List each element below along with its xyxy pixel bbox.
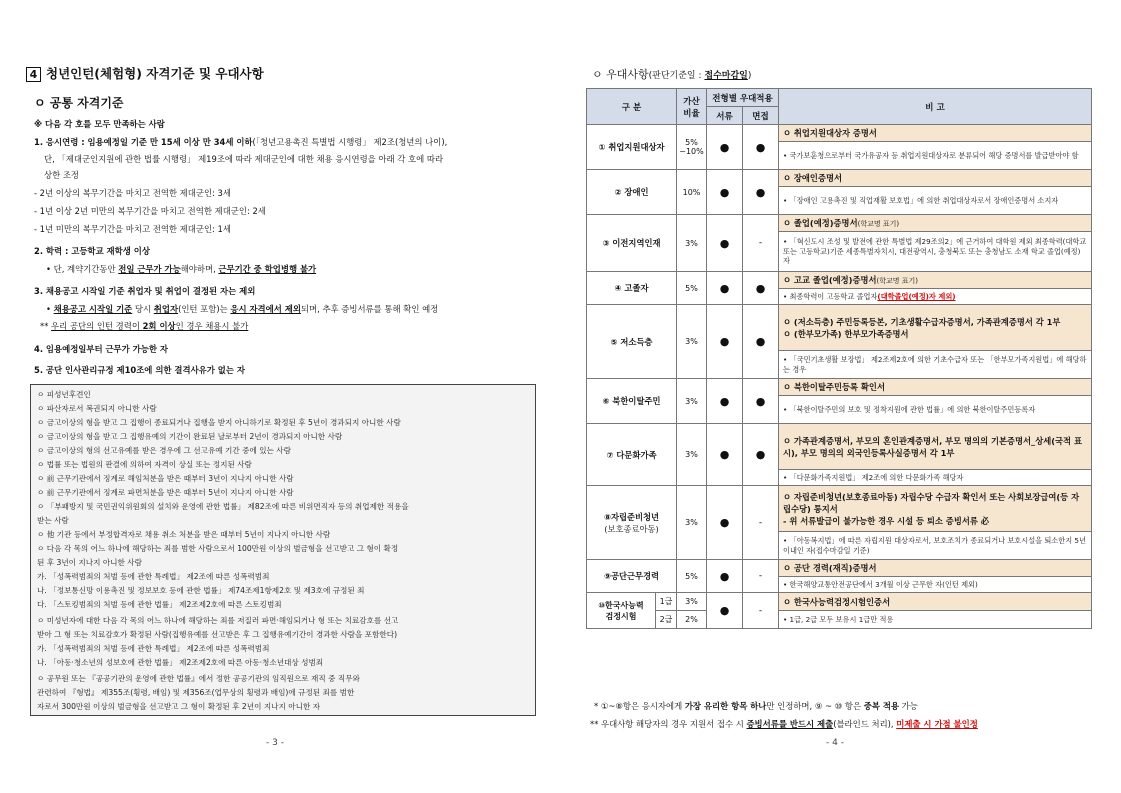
disq-item: ㅇ 법률 또는 법원의 판결에 의하여 자격이 상실 또는 정지된 사람 [37,460,252,469]
doc-mark: ● [707,593,743,629]
disq-item: ㅇ 다음 각 목의 어느 하나에 해당하는 죄를 범한 사람으로서 100만원 이상의 벌금형을 선고받고 그 형이 확정 [37,544,399,553]
disq-item: 자로서 300만원 이상의 벌금형을 선고받고 그 형이 확정된 후 2년이 지나지 아니한 자 [37,702,321,711]
doc-desc: • 「국민기초생활 보장법」 제2조제2호에 의한 기초수급자 또는 「한부모가족지원법」에 해당하는 경우 [779,351,1092,379]
col-interview: 면접 [743,107,779,125]
disq-item: 받아 그 형 또는 치료감호가 확정된 사람(집행유예를 선고받은 후 그 집행유예기간이 경과한 사람을 포함한다) [37,630,398,639]
disq-item: ㅇ 금고이상의 형을 받고 그 집행이 종료되거나 집행을 받지 아니하기로 확정된 후 5년이 경과되지 아니한 사람 [37,418,401,427]
disq-item: 된 후 3년이 지나지 아니한 사람 [37,558,142,567]
doc-mark: ● [707,305,743,379]
disq-item: 다. 「스토킹범죄의 처벌 등에 관한 법률」 제2조제2호에 따른 스토킹범죄 [37,600,282,609]
doc-mark: ● [707,215,743,272]
row-name: ⑧자립준비청년 (보호종료아동) [587,486,677,560]
doc-title: ㅇ 북한이탈주민등록 확인서 [779,379,1092,396]
col-stage: 전형별 우대적용 [707,89,779,107]
req-employment: 3. 채용공고 시작일 기준 취업자 및 취업이 결정된 자는 제외 [34,286,256,296]
preference-table [586,88,1092,629]
interview-mark: ● [743,125,779,170]
doc-mark: ● [707,125,743,170]
section-number: 4 [26,67,41,82]
row-name: ⑤ 저소득층 [587,305,677,379]
page-number: - 4 - [826,738,844,748]
req-age: 1. 응시연령 : 임용예정일 기준 만 15세 이상 만 34세 이하(「청년고용촉진 특별법 시행령」 제2조(청년의 나이), [34,137,448,147]
row-name: ④ 고졸자 [587,272,677,305]
row-rate: 3% [677,305,707,379]
doc-desc: • 「아동복지법」에 따른 자립지원 대상자로서, 보호조치가 종료되거나 보호시설을 퇴소한지 5년 이내인 자(접수마감일 기준) [779,532,1092,560]
intro-line: ※ 다음 각 호를 모두 만족하는 사람 [34,119,165,129]
doc-mark: ● [707,486,743,560]
doc-desc: • 1급, 2급 모두 보유시 1급만 적용 [779,611,1092,629]
left-page [0,0,560,793]
row-rate: 3% [677,424,707,486]
doc-title: ㅇ 장애인증명서 [779,170,1092,187]
req-education: 2. 학력 : 고등학교 재학생 이상 [34,246,150,256]
disq-item: ㅇ 「부패방지 및 국민권익위원회의 설치와 운영에 관한 법률」 제82조에 따른 비위면직자 등의 취업제한 적용을 [37,502,409,511]
disq-item: 나. 「정보통신망 이용촉진 및 정보보호 등에 관한 법률」 제74조제1항제2호 및 제3호에 규정된 죄 [37,586,365,595]
interview-mark: ● [743,305,779,379]
grade-2: 2급 [656,611,677,629]
doc-title: ㅇ 졸업(예정)증명서(학교명 표기) [779,215,1092,232]
interview-mark: - [743,215,779,272]
doc-desc: • 최종학력이 고등학교 졸업자(대학졸업(예정)자 제외) [779,289,1092,305]
req-age-detail-2: 상한 조정 [44,170,80,180]
doc-mark: ● [707,379,743,424]
doc-title: ㅇ 공단 경력(재직)증명서 [779,560,1092,577]
disq-item: ㅇ 파산자로서 복권되지 아니한 사람 [37,404,157,413]
doc-desc: • 「혁신도시 조성 및 발전에 관한 특별법 제29조의2」에 근거하여 대학원 제외 최종학력(대학교 또는 고등학교)기준 세종특별자치시, 대전광역시, 충청북도 또는 충청남도 소재 학교 졸업(예정)자 [779,232,1092,272]
disqualification-box [30,384,536,716]
doc-desc: • 국가보훈청으로부터 국가유공자 등 취업지원대상자로 분류되어 해당 증명서를 발급받아야 함 [779,142,1092,170]
disq-item: 받는 사람 [37,516,69,525]
row-rate: 3% [677,215,707,272]
interview-mark: - [743,486,779,560]
note-2: ** 우대사항 해당자의 경우 지원서 접수 시 증빙서류를 반드시 제출(블라인드 처리), 미제출 시 가점 불인정 [590,719,978,729]
disq-item: 나. 「아동·청소년의 성보호에 관한 법률」 제2조제2호에 따른 아동·청소년대상 성범죄 [37,658,324,667]
doc-mark: ● [707,272,743,305]
right-page [560,0,1121,793]
row-name: ⑦ 다문화가족 [587,424,677,486]
veteran-item: - 1년 이상 2년 미만의 복무기간을 마치고 전역한 제대군인: 2세 [34,206,266,216]
doc-desc: • 「다문화가족지원법」 제2조에 의한 다문화가족 해당자 [779,470,1092,486]
req-employment-detail: • 채용공고 시작일 기준 당시 취업자(인턴 포함)는 응시 자격에서 제외되며, 추후 증빙서류를 통해 확인 예정 [46,304,439,314]
row-name: ⑥ 북한이탈주민 [587,379,677,424]
doc-title: ㅇ (저소득층) 주민등록등본, 기초생활수급자증명서, 가족관계증명서 각 1부 ㅇ (한부모가족) 한부모가족증명서 [779,305,1092,351]
interview-mark: ● [743,379,779,424]
doc-title: ㅇ 고교 졸업(예정)증명서(학교명 표기) [779,272,1092,289]
disq-item: ㅇ 前 근무기관에서 징계로 파면처분을 받은 때부터 5년이 지나지 아니한 사람 [37,488,294,497]
row-rate: 3% [677,593,707,611]
req-intern-limit: ** 우리 공단의 인턴 경력이 2회 이상인 경우 채용시 불가 [40,321,249,331]
col-doc: 서류 [707,107,743,125]
interview-mark: ● [743,424,779,486]
grade-1: 1급 [656,593,677,611]
row-rate: 2% [677,611,707,629]
doc-title: ㅇ 취업지원대상자 증명서 [779,125,1092,142]
preference-header: ㅇ 우대사항(판단기준일 : 접수마감일) [592,68,752,81]
doc-mark: ● [707,424,743,486]
disq-item: 가. 「성폭력범죄의 처벌 등에 관한 특례법」 제2조에 따른 성폭력범죄 [37,644,270,653]
disq-item: ㅇ 금고이상의 형의 선고유예를 받은 경우에 그 선고유예 기간 중에 있는 사람 [37,446,291,455]
row-rate: 5% [677,560,707,593]
disq-item: 관련하여 『형법』 제355조(횡령, 배임) 및 제356조(업무상의 횡령과 배임)에 규정된 죄를 범한 [37,688,355,697]
disq-item: ㅇ 피성년후견인 [37,390,91,399]
doc-mark: ● [707,170,743,215]
disq-item: ㅇ 미성년자에 대한 다음 각 목의 어느 하나에 해당하는 죄를 저질러 파면·해임되거나 형 또는 치료감호를 선고 [37,616,399,625]
doc-desc: • 「북한이탈주민의 보호 및 정착지원에 관한 법률」에 의한 북한이탈주민등록자 [779,396,1092,424]
row-name: ⑩한국사능력 검정시험 1급 2급 [587,593,677,629]
interview-mark: - [743,560,779,593]
doc-title: ㅇ 자립준비청년(보호종료아동) 자립수당 수급자 확인서 또는 사회보장급여(등 자립수당) 통지서 - 위 서류발급이 불가능한 경우 시설 등 퇴소 증빙서류 必 [779,486,1092,532]
row-name: ① 취업지원대상자 [587,125,677,170]
disq-item: ㅇ 금고이상의 형을 받고 그 집행유예의 기간이 완료된 날로부터 2년이 경과되지 아니한 사람 [37,432,343,441]
req-age-detail: 단, 「제대군인지원에 관한 법률 시행령」 제19조에 따라 제대군인에 대한 채용 응시연령을 아래 각 호에 따라 [44,154,444,164]
col-bonus: 가산 비율 [677,89,707,125]
veteran-item: - 2년 이상의 복무기간을 마치고 전역한 제대군인: 3세 [34,188,231,198]
req-no-disqualification: 5. 공단 인사관리규정 제10조에 의한 결격사유가 없는 자 [34,365,245,375]
row-rate: 5% [677,272,707,305]
page-number: - 3 - [266,738,284,748]
row-name: ⑨공단근무경력 [587,560,677,593]
interview-mark: ● [743,170,779,215]
req-start-date: 4. 임용예정일부터 근무가 가능한 자 [34,344,168,354]
interview-mark: - [743,593,779,629]
col-category: 구 분 [587,89,677,125]
row-name: ② 장애인 [587,170,677,215]
disq-item: ㅇ 他 기관 등에서 부정합격자로 채용 취소 처분을 받은 때부터 5년이 지나지 아니한 사람 [37,530,331,539]
row-rate: 10% [677,170,707,215]
doc-title: ㅇ 한국사능력검정시험인증서 [779,593,1092,611]
row-rate: 3% [677,379,707,424]
disq-item: ㅇ 공무원 또는 『공공기관의 운영에 관한 법률』에서 정한 공공기관의 임직원으로 재직 중 직무와 [37,674,360,683]
interview-mark: ● [743,272,779,305]
section-title: 4 청년인턴(체험형) 자격기준 및 우대사항 [26,64,264,82]
doc-mark: ● [707,560,743,593]
doc-desc: • 「장애인 고용촉진 및 직업재활 보호법」에 의한 취업대상자로서 장애인증명서 소지자 [779,187,1092,215]
doc-title: ㅇ 가족관계증명서, 부모의 혼인관계증명서, 부모 명의의 기본증명서_상세(국적 표시), 부모 명의의 외국인등록사실증명서 각 1부 [779,424,1092,470]
req-education-detail: • 단, 계약기간동안 전일 근무가 가능해야하며, 근무기간 중 학업병행 불가 [46,264,317,274]
col-note: 비 고 [779,89,1092,125]
row-name: ③ 이전지역인재 [587,215,677,272]
disq-item: ㅇ 前 근무기관에서 징계로 해임처분을 받은 때부터 3년이 지나지 아니한 사람 [37,474,294,483]
doc-desc: • 한국해양교통안전공단에서 3개월 이상 근무한 자(인턴 제외) [779,577,1092,593]
row-rate: 5% ~10% [677,125,707,170]
common-criteria-title: ㅇ 공통 자격기준 [34,96,124,110]
disq-item: 가. 「성폭력범죄의 처벌 등에 관한 특례법」 제2조에 따른 성폭력범죄 [37,572,270,581]
veteran-item: - 1년 미만의 복무기간을 마치고 전역한 제대군인: 1세 [34,224,231,234]
note-1: * ①~⑧항은 응시자에게 가장 유리한 항목 하나만 인정하며, ⑨ ~ ⑩ 항은 중복 적용 가능 [594,701,918,711]
row-rate: 3% [677,486,707,560]
